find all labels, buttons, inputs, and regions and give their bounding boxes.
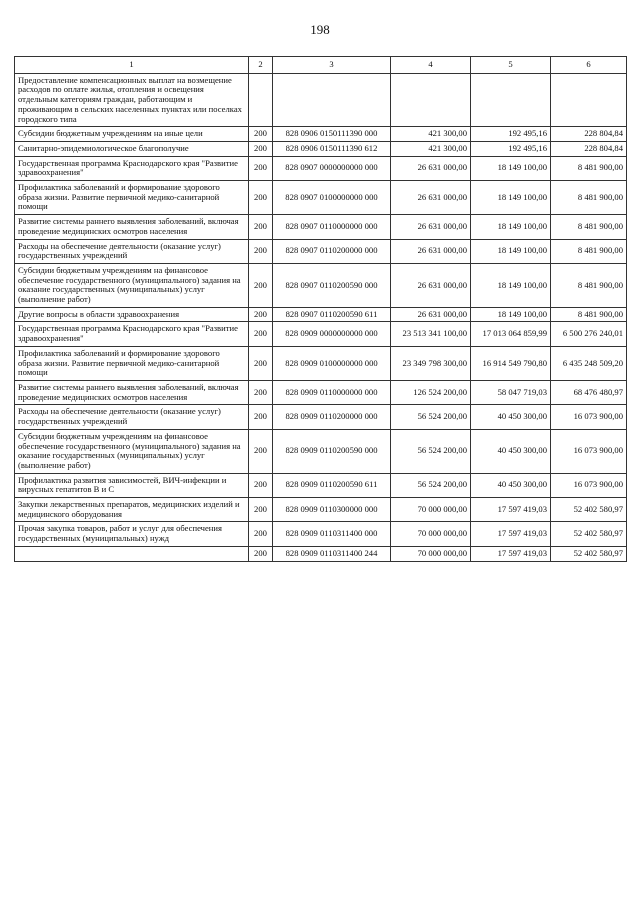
row-code-cell: 828 0909 0110200590 611 (273, 473, 391, 497)
column-header: 3 (273, 57, 391, 74)
column-header: 1 (15, 57, 249, 74)
row-name-cell: Развитие системы раннего выявления заболеваний, включая проведение медицинских осмотров населения (15, 215, 249, 239)
row-code-cell: 828 0909 0110311400 000 (273, 522, 391, 546)
row-name-cell: Предоставление компенсационных выплат на возмещение расходов по оплате жилья, отопления и освещения отдельным категориям граждан, работающим и проживающим в сельских населенных пунктах или поселках городского типа (15, 73, 249, 127)
table-row (15, 405, 627, 429)
row-name-cell: Субсидии бюджетным учреждениям на финансовое обеспечение государственного (муниципального) задания на оказание государственных (муниципальных) услуг (выполнение работ) (15, 429, 249, 473)
row-grbs-cell: 200 (249, 498, 273, 522)
row-name-cell: Государственная программа Краснодарского края "Развитие здравоохранения" (15, 322, 249, 346)
row-remainder-cell: 8 481 900,00 (551, 215, 627, 239)
row-code-cell: 828 0906 0150111390 000 (273, 127, 391, 142)
row-name-cell: Государственная программа Краснодарского края "Развитие здравоохранения" (15, 156, 249, 180)
row-grbs-cell: 200 (249, 263, 273, 307)
row-code-cell: 828 0907 0110200590 000 (273, 263, 391, 307)
row-approved-cell: 70 000 000,00 (391, 546, 471, 561)
row-approved-cell: 70 000 000,00 (391, 522, 471, 546)
budget-table (14, 56, 627, 562)
row-name-cell: Расходы на обеспечение деятельности (оказание услуг) государственных учреждений (15, 239, 249, 263)
table-row (15, 156, 627, 180)
table-row (15, 239, 627, 263)
row-remainder-cell: 8 481 900,00 (551, 239, 627, 263)
row-approved-cell (391, 73, 471, 127)
row-remainder-cell (551, 73, 627, 127)
row-grbs-cell: 200 (249, 346, 273, 380)
row-approved-cell: 56 524 200,00 (391, 429, 471, 473)
row-executed-cell: 17 597 419,03 (471, 546, 551, 561)
row-remainder-cell: 6 500 276 240,01 (551, 322, 627, 346)
row-executed-cell: 40 450 300,00 (471, 405, 551, 429)
table-row (15, 322, 627, 346)
row-name-cell: Субсидии бюджетным учреждениям на иные цели (15, 127, 249, 142)
row-grbs-cell: 200 (249, 239, 273, 263)
row-code-cell: 828 0909 0110200590 000 (273, 429, 391, 473)
table-row (15, 181, 627, 215)
row-approved-cell: 421 300,00 (391, 141, 471, 156)
row-code-cell: 828 0909 0110200000 000 (273, 405, 391, 429)
row-remainder-cell: 228 804,84 (551, 127, 627, 142)
row-executed-cell: 17 013 064 859,99 (471, 322, 551, 346)
row-approved-cell: 126 524 200,00 (391, 380, 471, 404)
row-name-cell: Профилактика заболеваний и формирование здорового образа жизни. Развитие первичной медико-санитарной помощи (15, 181, 249, 215)
row-name-cell: Развитие системы раннего выявления заболеваний, включая проведение медицинских осмотров населения (15, 380, 249, 404)
row-remainder-cell: 16 073 900,00 (551, 429, 627, 473)
table-row (15, 127, 627, 142)
table-row (15, 546, 627, 561)
row-grbs-cell: 200 (249, 141, 273, 156)
column-header: 5 (471, 57, 551, 74)
row-executed-cell: 18 149 100,00 (471, 263, 551, 307)
row-executed-cell: 40 450 300,00 (471, 473, 551, 497)
column-header: 2 (249, 57, 273, 74)
row-remainder-cell: 16 073 900,00 (551, 405, 627, 429)
table-row (15, 73, 627, 127)
table-header-row (15, 57, 627, 74)
row-name-cell: Прочая закупка товаров, работ и услуг для обеспечения государственных (муниципальных) нужд (15, 522, 249, 546)
row-grbs-cell: 200 (249, 215, 273, 239)
row-name-cell: Расходы на обеспечение деятельности (оказание услуг) государственных учреждений (15, 405, 249, 429)
row-executed-cell: 58 047 719,03 (471, 380, 551, 404)
row-approved-cell: 23 349 798 300,00 (391, 346, 471, 380)
row-code-cell (273, 73, 391, 127)
row-executed-cell: 18 149 100,00 (471, 239, 551, 263)
row-name-cell: Закупки лекарственных препаратов, медицинских изделий и медицинского оборудования (15, 498, 249, 522)
row-name-cell (15, 546, 249, 561)
table-row (15, 473, 627, 497)
row-grbs-cell: 200 (249, 127, 273, 142)
row-executed-cell: 18 149 100,00 (471, 215, 551, 239)
row-grbs-cell: 200 (249, 156, 273, 180)
column-header: 4 (391, 57, 471, 74)
table-row (15, 263, 627, 307)
row-code-cell: 828 0907 0100000000 000 (273, 181, 391, 215)
row-executed-cell: 40 450 300,00 (471, 429, 551, 473)
row-remainder-cell: 52 402 580,97 (551, 498, 627, 522)
row-approved-cell: 26 631 000,00 (391, 239, 471, 263)
row-grbs-cell: 200 (249, 307, 273, 322)
row-code-cell: 828 0909 0000000000 000 (273, 322, 391, 346)
row-executed-cell: 192 495,16 (471, 127, 551, 142)
row-executed-cell: 17 597 419,03 (471, 522, 551, 546)
row-approved-cell: 56 524 200,00 (391, 473, 471, 497)
row-code-cell: 828 0907 0110200590 611 (273, 307, 391, 322)
row-code-cell: 828 0909 0110300000 000 (273, 498, 391, 522)
row-code-cell: 828 0909 0110000000 000 (273, 380, 391, 404)
row-grbs-cell (249, 73, 273, 127)
row-code-cell: 828 0907 0110200000 000 (273, 239, 391, 263)
row-remainder-cell: 8 481 900,00 (551, 156, 627, 180)
row-code-cell: 828 0907 0000000000 000 (273, 156, 391, 180)
table-row (15, 522, 627, 546)
row-executed-cell: 16 914 549 790,80 (471, 346, 551, 380)
row-name-cell: Субсидии бюджетным учреждениям на финансовое обеспечение государственного (муниципального) задания на оказание государственных (муниципальных) услуг (выполнение работ) (15, 263, 249, 307)
table-row (15, 141, 627, 156)
row-code-cell: 828 0907 0110000000 000 (273, 215, 391, 239)
row-remainder-cell: 8 481 900,00 (551, 307, 627, 322)
row-executed-cell (471, 73, 551, 127)
row-approved-cell: 70 000 000,00 (391, 498, 471, 522)
row-grbs-cell: 200 (249, 429, 273, 473)
table-row (15, 346, 627, 380)
row-name-cell: Другие вопросы в области здравоохранения (15, 307, 249, 322)
table-row (15, 429, 627, 473)
table-row (15, 380, 627, 404)
row-remainder-cell: 228 804,84 (551, 141, 627, 156)
row-executed-cell: 192 495,16 (471, 141, 551, 156)
row-grbs-cell: 200 (249, 322, 273, 346)
row-approved-cell: 26 631 000,00 (391, 181, 471, 215)
page-number: 198 (310, 22, 330, 37)
row-approved-cell: 23 513 341 100,00 (391, 322, 471, 346)
row-grbs-cell: 200 (249, 405, 273, 429)
row-code-cell: 828 0909 0100000000 000 (273, 346, 391, 380)
row-remainder-cell: 16 073 900,00 (551, 473, 627, 497)
row-executed-cell: 18 149 100,00 (471, 156, 551, 180)
row-approved-cell: 26 631 000,00 (391, 215, 471, 239)
row-remainder-cell: 68 476 480,97 (551, 380, 627, 404)
row-name-cell: Профилактика развития зависимостей, ВИЧ-инфекции и вирусных гепатитов В и С (15, 473, 249, 497)
row-approved-cell: 26 631 000,00 (391, 263, 471, 307)
column-header: 6 (551, 57, 627, 74)
row-approved-cell: 26 631 000,00 (391, 307, 471, 322)
row-remainder-cell: 8 481 900,00 (551, 263, 627, 307)
row-approved-cell: 56 524 200,00 (391, 405, 471, 429)
table-row (15, 307, 627, 322)
row-name-cell: Профилактика заболеваний и формирование здорового образа жизни. Развитие первичной медико-санитарной помощи (15, 346, 249, 380)
row-name-cell: Санитарно-эпидемиологическое благополучие (15, 141, 249, 156)
row-code-cell: 828 0906 0150111390 612 (273, 141, 391, 156)
table-row (15, 215, 627, 239)
row-executed-cell: 17 597 419,03 (471, 498, 551, 522)
table-body (15, 73, 627, 561)
table-row (15, 498, 627, 522)
row-grbs-cell: 200 (249, 546, 273, 561)
row-grbs-cell: 200 (249, 380, 273, 404)
row-grbs-cell: 200 (249, 473, 273, 497)
row-remainder-cell: 8 481 900,00 (551, 181, 627, 215)
row-code-cell: 828 0909 0110311400 244 (273, 546, 391, 561)
row-grbs-cell: 200 (249, 522, 273, 546)
row-remainder-cell: 52 402 580,97 (551, 522, 627, 546)
row-executed-cell: 18 149 100,00 (471, 307, 551, 322)
row-executed-cell: 18 149 100,00 (471, 181, 551, 215)
row-approved-cell: 26 631 000,00 (391, 156, 471, 180)
row-approved-cell: 421 300,00 (391, 127, 471, 142)
row-remainder-cell: 52 402 580,97 (551, 546, 627, 561)
row-remainder-cell: 6 435 248 509,20 (551, 346, 627, 380)
row-grbs-cell: 200 (249, 181, 273, 215)
